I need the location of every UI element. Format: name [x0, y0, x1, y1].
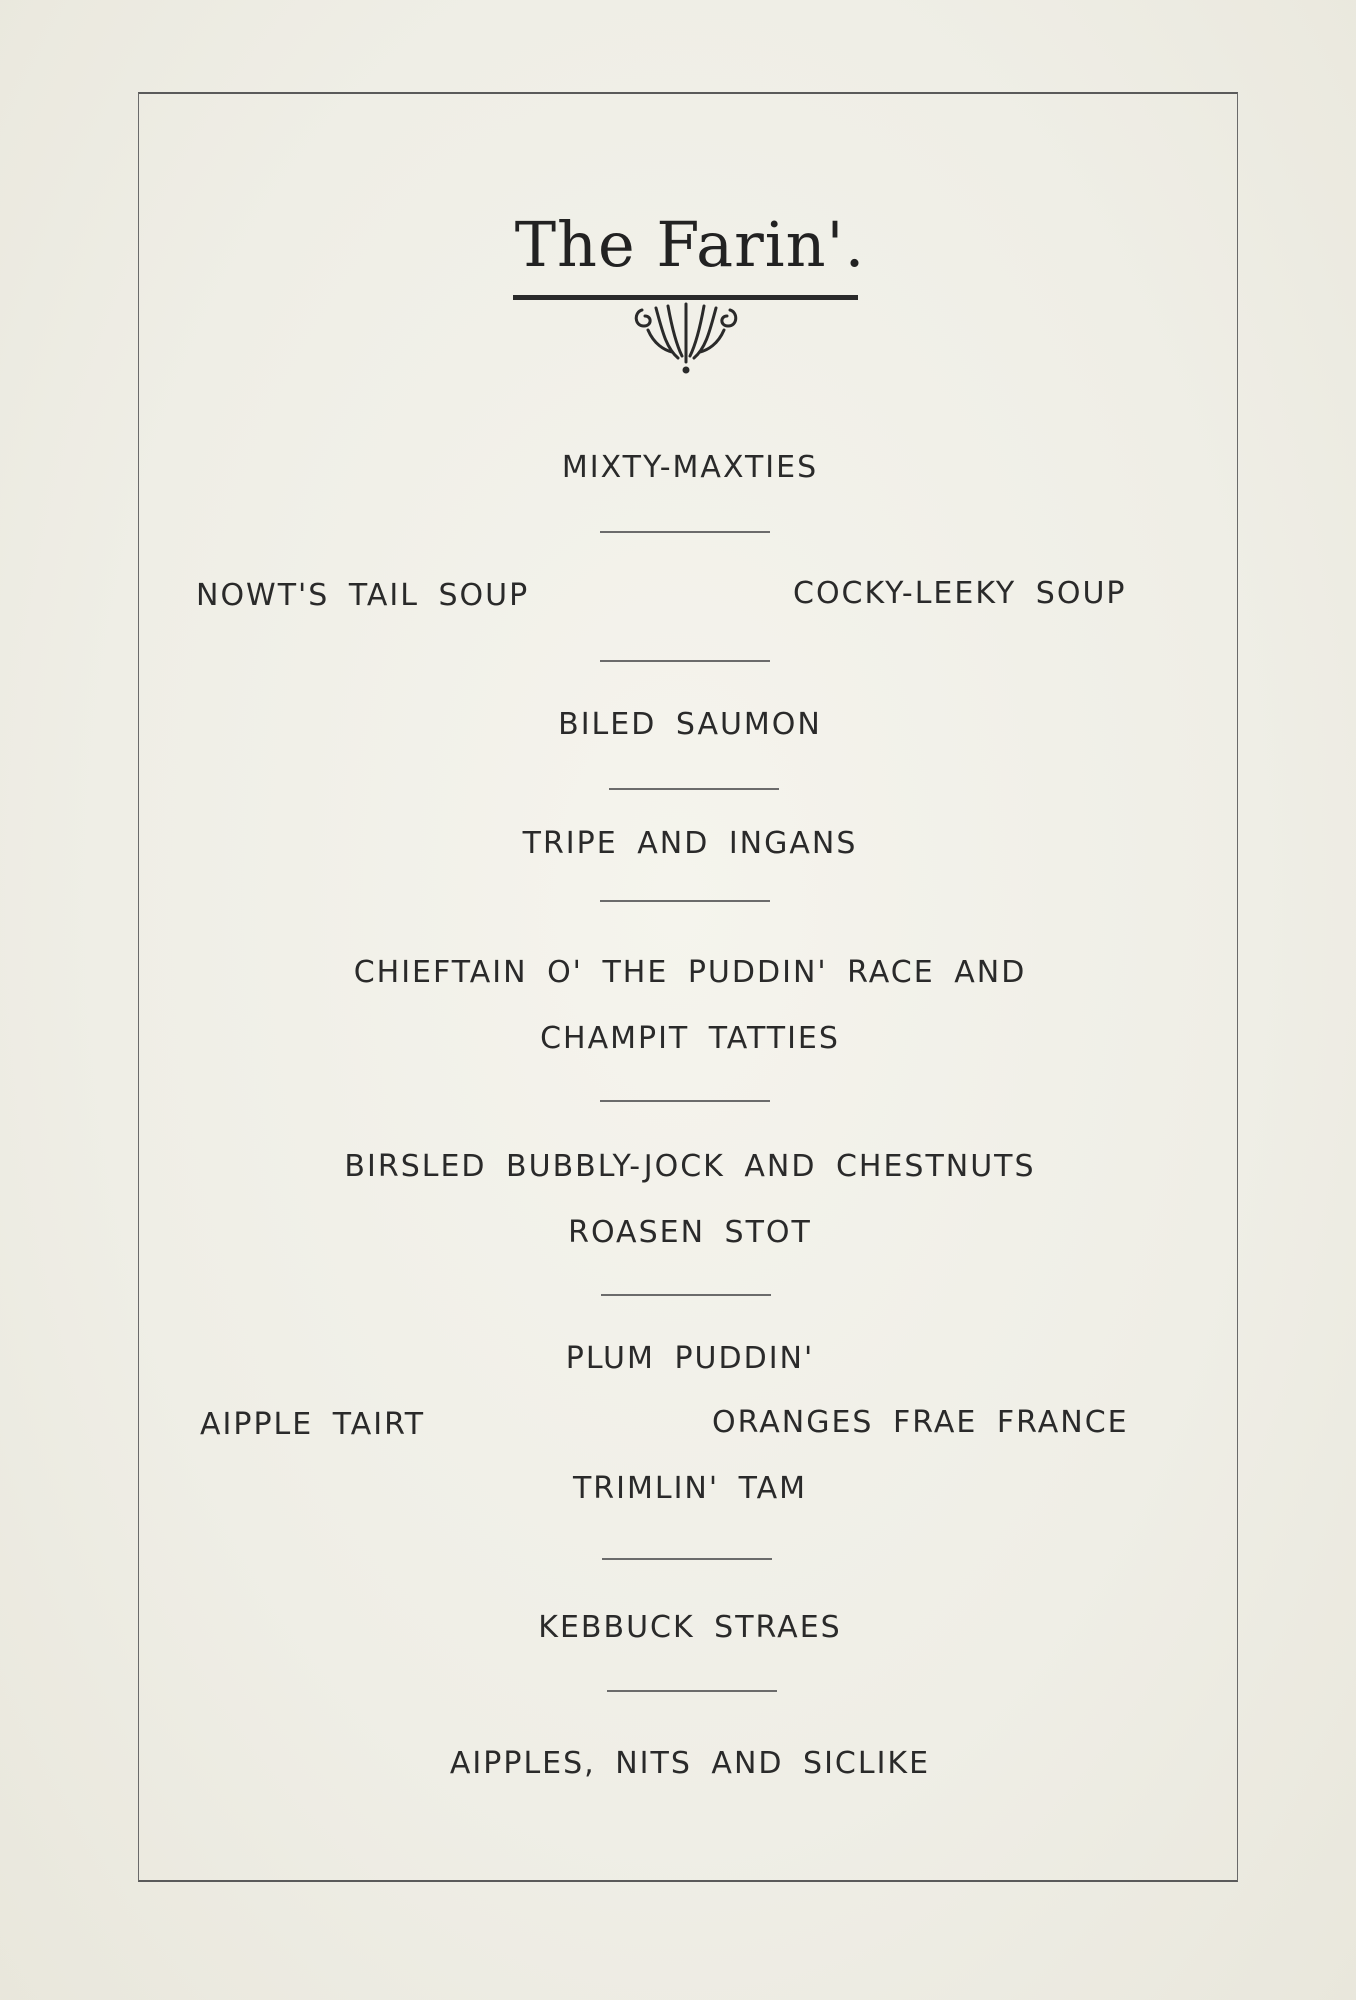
ornament-flourish-icon — [632, 300, 740, 378]
divider — [600, 531, 770, 533]
divider — [609, 788, 779, 790]
divider — [607, 1690, 777, 1692]
course-cocky-leeky-soup: COCKY-LEEKY SOUP — [793, 576, 1127, 611]
course-nowts-tail-soup: NOWT'S TAIL SOUP — [196, 578, 530, 613]
divider — [600, 900, 770, 902]
course-kebbuck-straes: KEBBUCK STRAES — [538, 1610, 842, 1645]
course-chieftain-line1: CHIEFTAIN O' THE PUDDIN' RACE AND — [353, 955, 1027, 990]
divider — [600, 660, 770, 662]
course-trimlin-tam: TRIMLIN' TAM — [572, 1471, 808, 1506]
course-champit-tatties: CHAMPIT TATTIES — [540, 1021, 840, 1056]
divider — [601, 1294, 771, 1296]
course-aipple-tairt: AIPPLE TAIRT — [200, 1407, 426, 1442]
course-biled-saumon: BILED SAUMON — [558, 707, 822, 742]
course-plum-puddin: PLUM PUDDIN' — [565, 1341, 815, 1376]
course-tripe-and-ingans: TRIPE AND INGANS — [522, 826, 858, 861]
menu-title: The Farin'. — [514, 208, 866, 281]
course-oranges-frae-france: ORANGES FRAE FRANCE — [712, 1405, 1129, 1440]
course-roasen-stot: ROASEN STOT — [568, 1215, 812, 1250]
course-mixty-maxties: MIXTY-MAXTIES — [561, 450, 819, 485]
course-birsled-bubbly-jock: BIRSLED BUBBLY-JOCK AND CHESTNUTS — [344, 1149, 1036, 1184]
divider — [600, 1100, 770, 1102]
divider — [602, 1558, 772, 1560]
course-aipples-nits-siclike: AIPPLES, NITS AND SICLIKE — [449, 1746, 931, 1781]
